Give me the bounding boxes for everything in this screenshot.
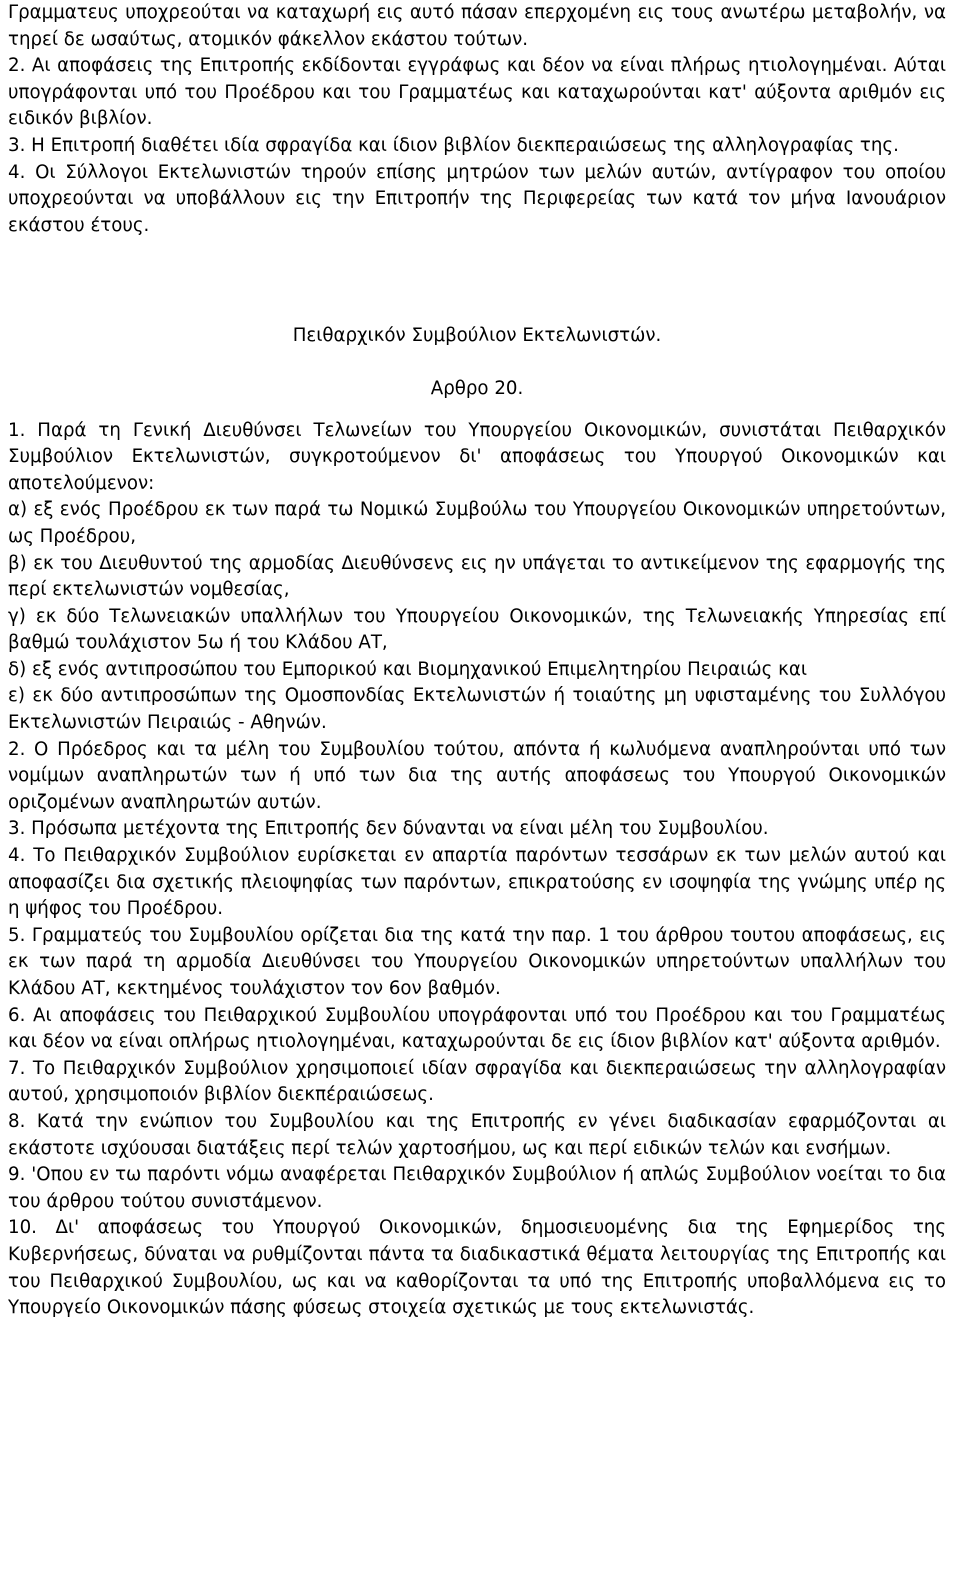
section-spacer [8,239,946,323]
article-paragraph-1: 1. Παρά τη Γενική Διευθύνσει Τελωνείων του Υπουργείου Οικονομικών, συνιστάται Πειθαρχικόν Συμβούλιον Εκτελωνιστών, συγκροτούμενον δι' αποφάσεως του Υπουργού Οικονομικών και αποτελούμενον: [8,419,946,494]
paragraph-top-3: 3. Η Επιτροπή διαθέτει ιδία σφραγίδα και ίδιον βιβλίον διεκπεραιώσεως της αλληλογραφίας της. [8,134,899,156]
section-title: Πειθαρχικόν Συμβούλιον Εκτελωνιστών. [292,325,662,347]
article-item-e: ε) εκ δύο αντιπροσώπων της Ομοσπονδίας Εκτελωνιστών ή τοιαύτης μη υφισταμένης του Συλλόγου Εκτελωνιστών Πειραιώς - Αθηνών. [8,685,946,734]
article-paragraph-3: 3. Πρόσωπα μετέχοντα της Επιτροπής δεν δύνανται να είναι μέλη του Συμβουλίου. [8,818,769,840]
article-paragraph-7: 7. Το Πειθαρχικόν Συμβούλιον χρησιμοποιεί ιδίαν σφραγίδα και διεκπεραιώσεως την αλληλογραφίαν αυτού, χρησιμοποιόν βιβλίον διεκπέραιώσεως. [8,1057,946,1106]
article-body [8,418,946,1322]
top-paragraphs [8,0,946,239]
paragraph-top-1: Γραμματευς υποχρεούται να καταχωρή εις αυτό πάσαν επερχομένη εις τους ανωτέρω μεταβολήν, να τηρεί δε ωσαύτως, ατομικόν φάκελλον εκάστου τούτων. [8,2,946,50]
article-paragraph-2: 2. Ο Πρόεδρος και τα μέλη του Συμβουλίου τούτου, απόντα ή κωλυόμενα αναπληρούνται υπό των νομίμων αναπληρωτών των ή υπό των δια της αυτής αποφάσεως του Υπουργού Οικονομικών οριζομένων αναπληρωτών αυτών. [8,738,946,813]
article-paragraph-4: 4. Το Πειθαρχικόν Συμβούλιον ευρίσκεται εν απαρτία παρόντων τεσσάρων εκ των μελών αυτού και αποφασίζει δια σχετικής πλειοψηφίας των παρόντων, επικρατούσης εν ισοψηφία της γνώμης υπέρ ης η ψήφος του Προέδρου. [8,845,946,920]
article-item-b: β) εκ του Διευθυντού της αρμοδίας Διευθύνσενς εις ην υπάγεται το αντικείμενον της εφαρμογής της περί εκτελωνιστών νομθεσίας, [8,552,946,601]
paragraph-top-4: 4. Οι Σύλλογοι Εκτελωνιστών τηρούν επίσης μητρώον των μελών αυτών, αντίγραφον του οποίου υποχρεούνται να υποβάλλουν εις την Επιτροπήν της Περιφερείας των κατά τον μήνα Ιανουάριον εκάστου έτους. [8,161,946,236]
article-item-c: γ) εκ δύο Τελωνειακών υπαλλήλων του Υπουργείου Οικονομικών, της Τελωνειακής Υπηρεσίας επί βαθμώ τουλάχιστον 5ω ή του Κλάδου ΑΤ, [8,605,946,654]
document-page [8,0,946,1322]
article-paragraph-6: 6. Αι αποφάσεις του Πειθαρχικού Συμβουλίου υπογράφονται υπό του Προέδρου και του Γραμματέως και δέον να είναι οπλήρως ητιολογημέναι, καταχωρούνται δε εις ίδιον βιβλίον κατ' αύξοντα αριθμόν. [8,1004,946,1053]
article-item-d: δ) εξ ενός αντιπροσώπου του Εμπορικού και Βιομηχανικού Επιμελητηρίου Πειραιώς και [8,658,807,680]
article-paragraph-10: 10. Δι' αποφάσεως του Υπουργού Οικονομικών, δημοσιευομένης δια της Εφημερίδος της Κυβερνήσεως, δύναται να ρυθμίζονται πάντα τα διαδικαστικά θέματα λειτουργίας της Επιτροπής και του Πειθαρχικού Συμβουλίου, ως και να καθορίζονται τα υπό της Επιτροπής υποβαλλόμενα εις το Υπουργείο Οικονομικών πάσης φύσεως στοιχεία σχετικώς με τους εκτελωνιστάς. [8,1217,946,1319]
article-paragraph-5: 5. Γραμματεύς του Συμβουλίου ορίζεται δια της κατά την παρ. 1 του άρθρου τουτου αποφάσεως, εις εκ των παρά τη αρμοδία Διευθύνσει του Υπουργείου Οικονομικών υπηρετούντων υπαλλήλων του Κλάδου ΑΤ, κεκτημένος τουλάχιστον τον 6ον βαθμόν. [8,924,946,999]
paragraph-top-2: 2. Αι αποφάσεις της Επιτροπής εκδίδονται εγγράφως και δέον να είναι πλήρως ητιολογημέναι. Αύται υπογράφονται υπό του Προέδρου και του Γραμματέως και καταχωρούνται κατ' αύξοντα αριθμόν εις ειδικόν βιβλίον. [8,55,946,130]
article-paragraph-8: 8. Κατά την ενώπιον του Συμβουλίου και της Επιτροπής εν γένει διαδικασίαν εφαρμόζονται αι εκάστοτε ισχύουσαι διατάξεις περί τελών χαρτοσήμου, ως και περί ειδικών τελών και ενσήμων. [8,1110,946,1159]
article-paragraph-9: 9. 'Οπου εν τω παρόντι νόμω αναφέρεται Πειθαρχικόν Συμβούλιον ή απλώς Συμβούλιον νοείται το δια του άρθρου τούτου συνιστάμενον. [8,1164,946,1212]
article-item-a: α) εξ ενός Προέδρου εκ των παρά τω Νομικώ Συμβούλω του Υπουργείου Οικονομικών υπηρετούντων, ως Προέδρου, [8,499,946,547]
article-heading: Αρθρο 20. [430,377,524,399]
